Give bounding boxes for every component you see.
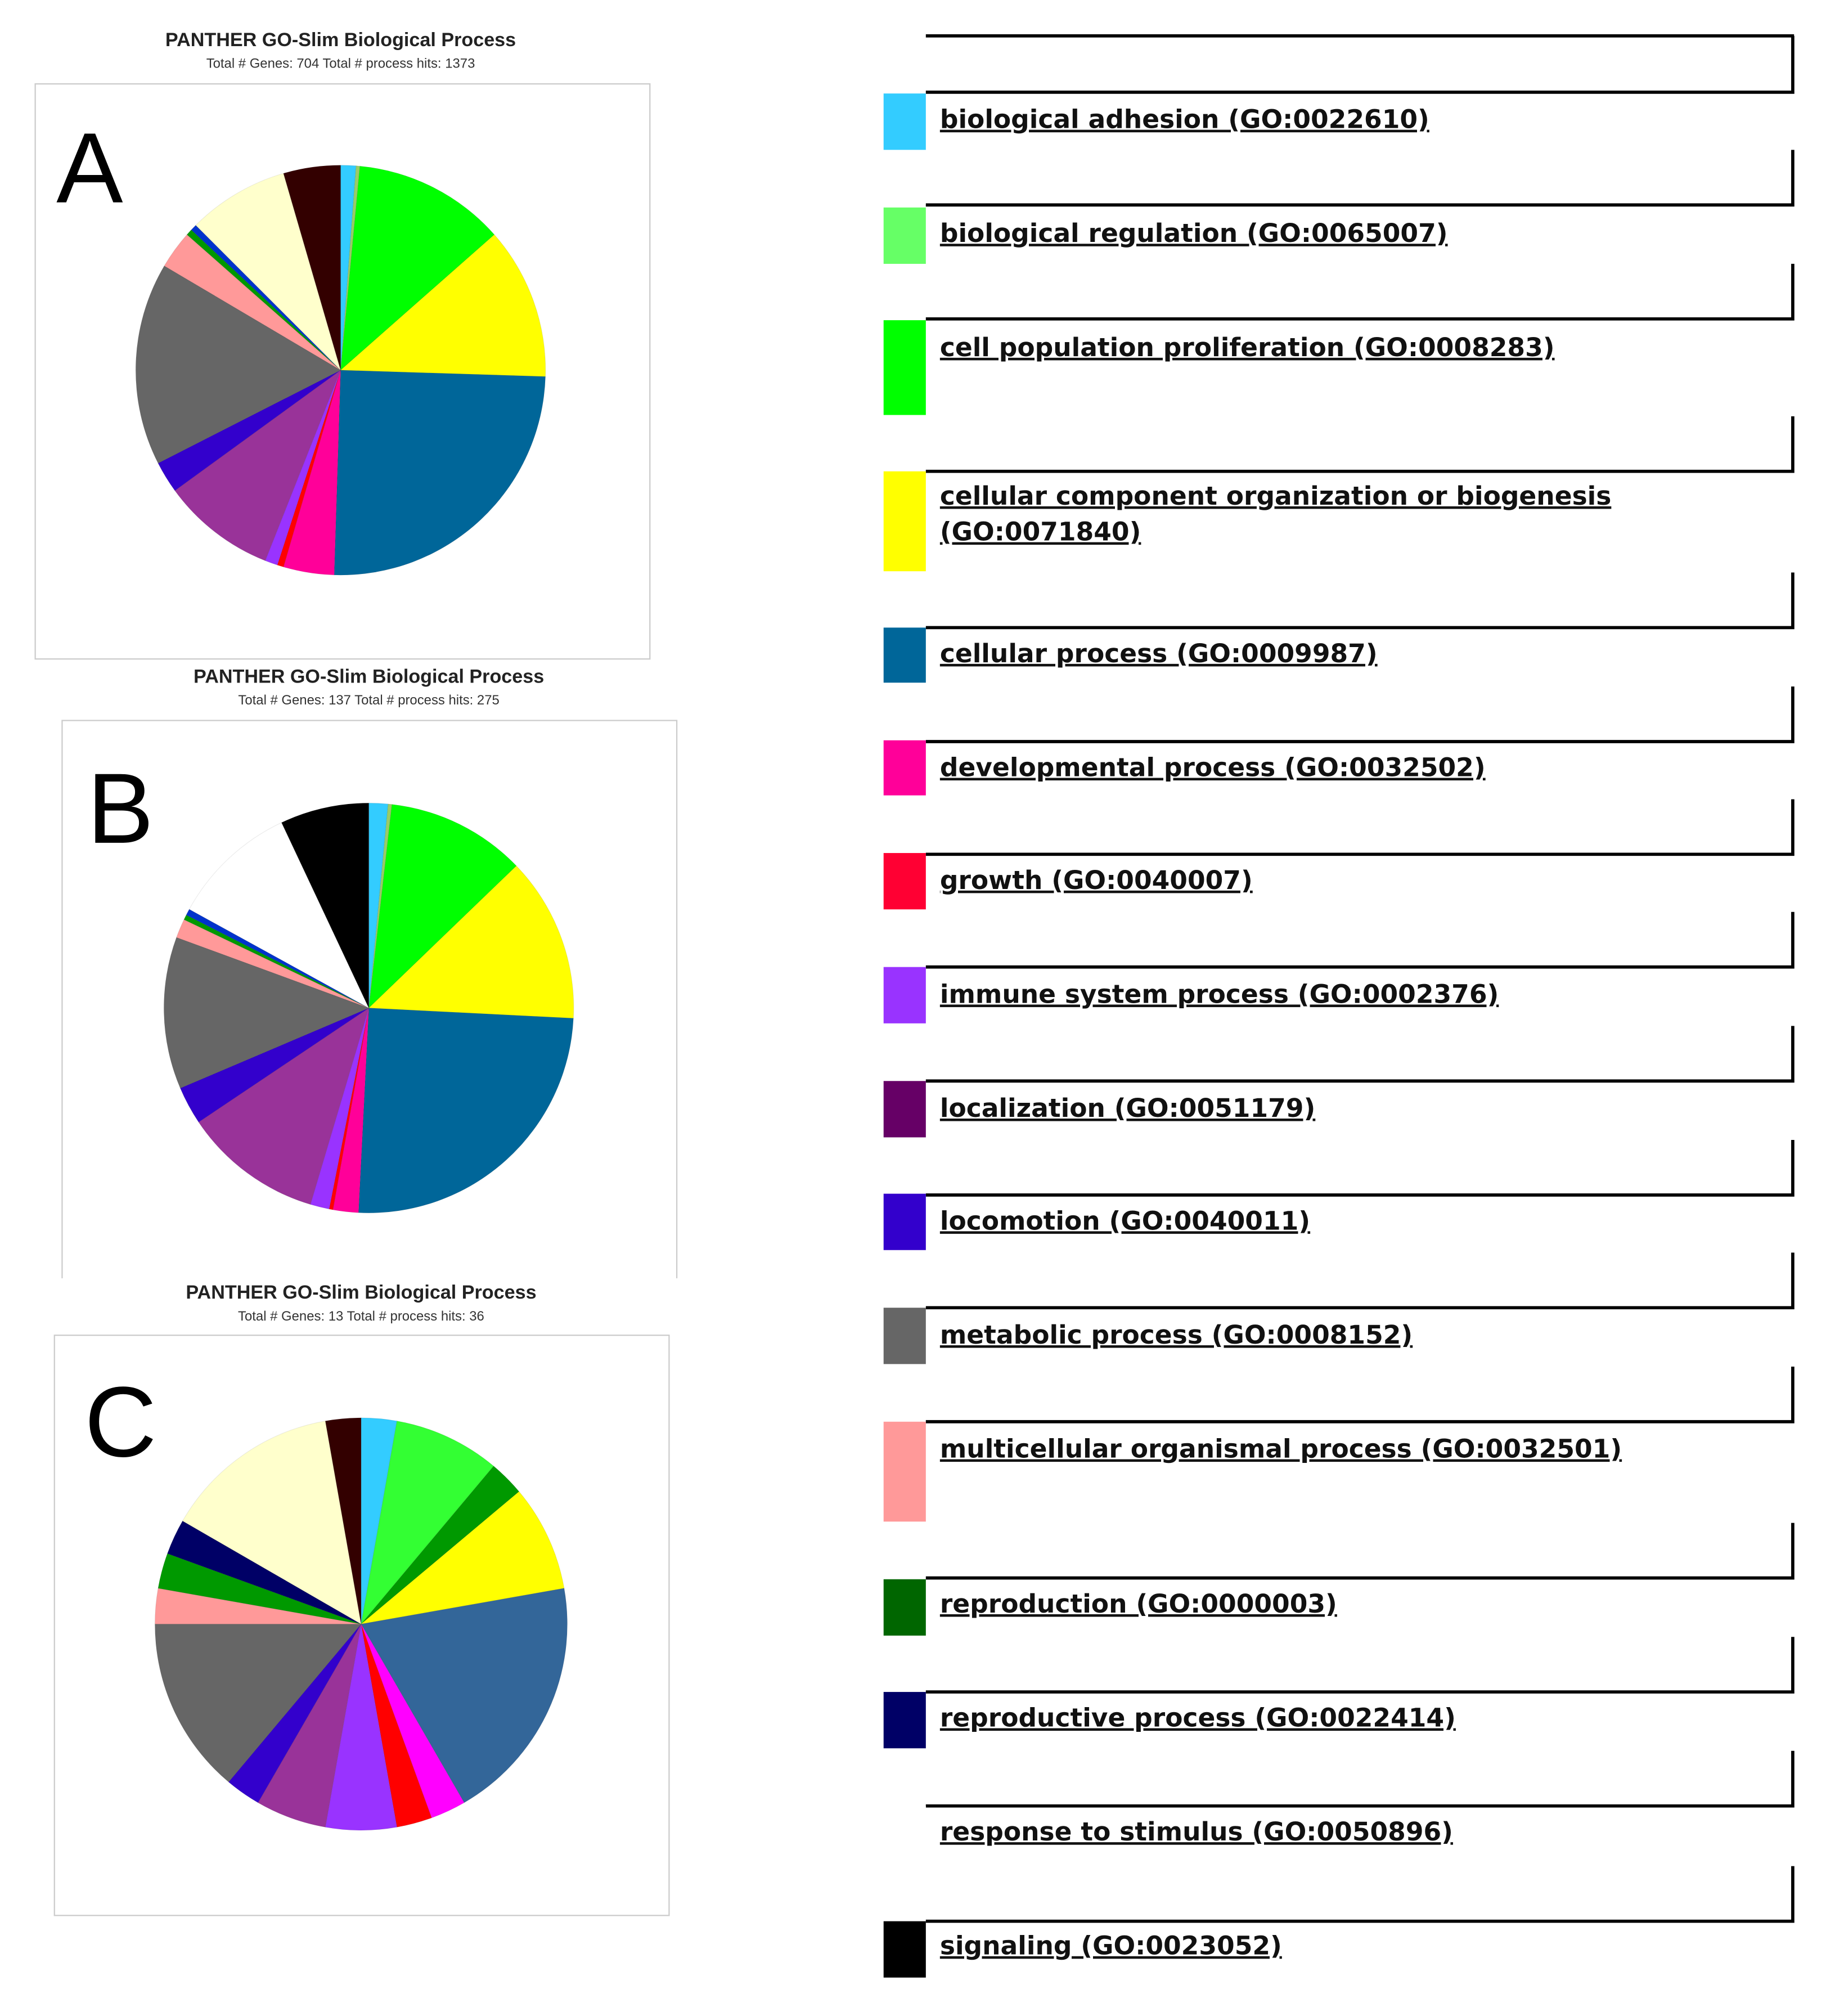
- legend-item[interactable]: [884, 264, 1793, 415]
- legend-item[interactable]: [884, 799, 1793, 909]
- legend: [884, 36, 1793, 1978]
- legend-bracket: [926, 1367, 1793, 1422]
- legend-swatch: [884, 320, 926, 415]
- legend-bracket: [926, 264, 1793, 319]
- legend-label[interactable]: biological adhesion (GO:0022610): [939, 104, 1429, 134]
- legend-swatch: [884, 1921, 926, 1978]
- legend-bracket: [926, 1523, 1793, 1578]
- legend-swatch: [884, 1692, 926, 1748]
- pie-chart-a: [136, 165, 545, 575]
- legend-item[interactable]: [884, 1140, 1793, 1250]
- legend-item[interactable]: [884, 573, 1793, 683]
- legend-item[interactable]: [884, 416, 1793, 571]
- panel-letter: C: [84, 1366, 157, 1478]
- legend-label[interactable]: growth (GO:0040007): [939, 865, 1253, 895]
- legend-swatch: [884, 853, 926, 909]
- chart-subtitle: Total # Genes: 137 Total # process hits: 275: [238, 693, 500, 708]
- legend-bracket: [926, 1140, 1793, 1195]
- panel-a: [35, 29, 650, 659]
- chart-subtitle: Total # Genes: 704 Total # process hits: 1373: [206, 56, 475, 71]
- legend-swatch: [884, 1308, 926, 1364]
- legend-label[interactable]: reproduction (GO:0000003): [939, 1588, 1337, 1619]
- panel-c: [55, 1282, 669, 1915]
- legend-label[interactable]: localization (GO:0051179): [939, 1093, 1316, 1123]
- legend-swatch: [884, 1081, 926, 1137]
- legend-item[interactable]: [884, 1751, 1793, 1862]
- legend-label[interactable]: signaling (GO:0023052): [939, 1930, 1282, 1961]
- pie-chart-c: [155, 1418, 567, 1830]
- legend-label-line2[interactable]: (GO:0071840): [939, 517, 1141, 547]
- chart-subtitle: Total # Genes: 13 Total # process hits: 36: [238, 1308, 484, 1324]
- legend-bracket: [926, 1026, 1793, 1081]
- legend-bracket: [926, 686, 1793, 742]
- chart-title: PANTHER GO-Slim Biological Process: [193, 666, 545, 688]
- legend-label[interactable]: metabolic process (GO:0008152): [939, 1319, 1413, 1350]
- legend-bracket: [926, 912, 1793, 967]
- chart-title: PANTHER GO-Slim Biological Process: [165, 29, 516, 51]
- legend-swatch: [884, 1422, 926, 1522]
- legend-swatch: [884, 472, 926, 572]
- legend-item[interactable]: [884, 1367, 1793, 1521]
- legend-item[interactable]: [884, 1866, 1793, 1978]
- legend-bracket: [926, 1866, 1793, 1921]
- legend-item[interactable]: [884, 912, 1793, 1023]
- legend-swatch: [884, 1194, 926, 1250]
- legend-label[interactable]: cell population proliferation (GO:0008283): [939, 332, 1555, 362]
- legend-swatch: [884, 93, 926, 150]
- legend-bracket: [926, 799, 1793, 854]
- legend-bracket: [926, 1252, 1793, 1308]
- panel-letter: A: [56, 111, 123, 224]
- legend-item[interactable]: [884, 1637, 1793, 1748]
- legend-label[interactable]: cellular process (GO:0009987): [939, 638, 1378, 668]
- legend-bracket: [926, 36, 1793, 92]
- legend-bracket: [926, 150, 1793, 205]
- legend-label[interactable]: multicellular organismal process (GO:0032501): [939, 1434, 1622, 1464]
- legend-swatch: [884, 1806, 926, 1862]
- panel-letter: B: [87, 752, 154, 864]
- legend-label[interactable]: reproductive process (GO:0022414): [939, 1703, 1456, 1733]
- legend-item[interactable]: [884, 36, 1793, 150]
- legend-label[interactable]: locomotion (GO:0040011): [939, 1206, 1311, 1236]
- pie-chart-b: [164, 803, 573, 1213]
- chart-title: PANTHER GO-Slim Biological Process: [186, 1282, 537, 1304]
- legend-label[interactable]: biological regulation (GO:0065007): [939, 218, 1448, 249]
- legend-item[interactable]: [884, 1026, 1793, 1137]
- legend-item[interactable]: [884, 686, 1793, 795]
- legend-bracket: [926, 573, 1793, 628]
- legend-swatch: [884, 208, 926, 264]
- legend-label[interactable]: developmental process (GO:0032502): [939, 752, 1486, 783]
- legend-swatch: [884, 967, 926, 1023]
- legend-label[interactable]: cellular component organization or biogenesis: [939, 481, 1612, 511]
- legend-item[interactable]: [884, 1252, 1793, 1364]
- legend-bracket: [926, 1637, 1793, 1692]
- legend-bracket: [926, 416, 1793, 472]
- legend-swatch: [884, 1579, 926, 1636]
- legend-item[interactable]: [884, 1523, 1793, 1636]
- legend-item[interactable]: [884, 150, 1793, 264]
- legend-bracket: [926, 1751, 1793, 1806]
- panel-b: [62, 666, 677, 1278]
- legend-swatch: [884, 740, 926, 796]
- legend-swatch: [884, 627, 926, 683]
- legend-label[interactable]: response to stimulus (GO:0050896): [939, 1817, 1453, 1847]
- legend-label[interactable]: immune system process (GO:0002376): [939, 979, 1499, 1009]
